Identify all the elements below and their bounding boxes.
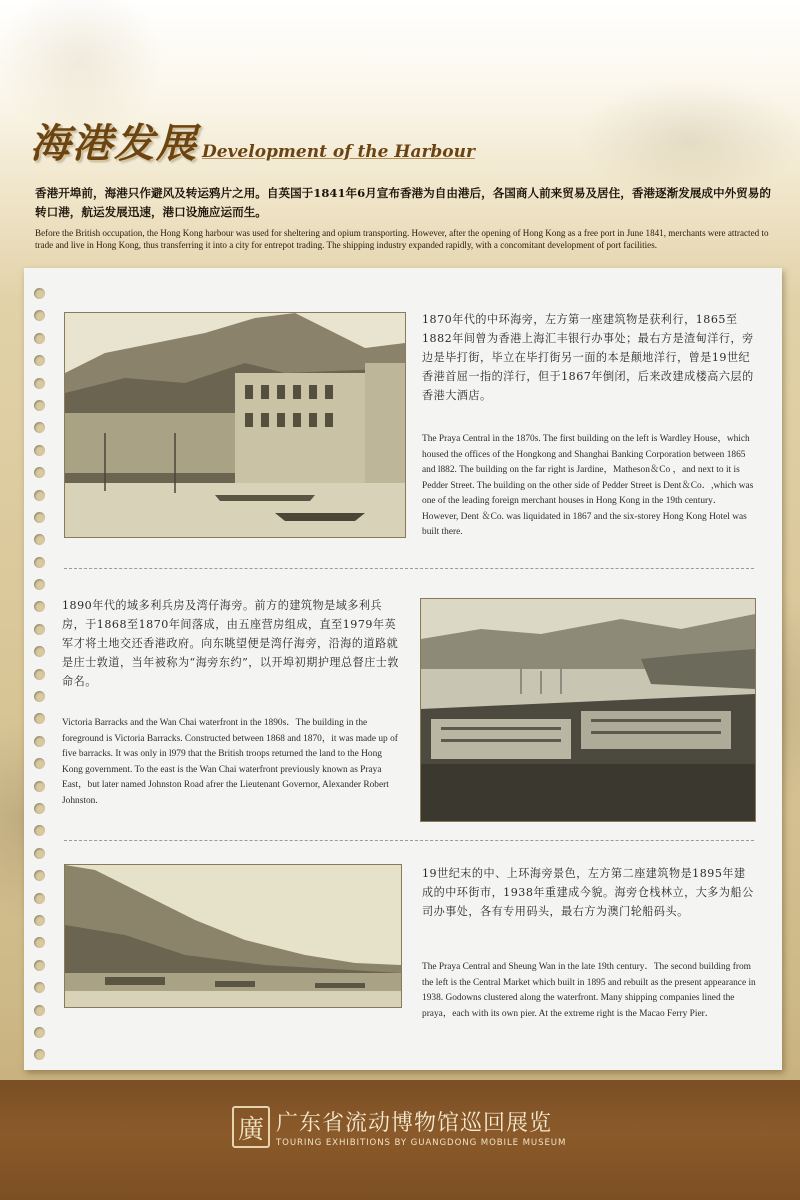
section-2-chinese: 1890年代的域多利兵房及湾仔海旁。前方的建筑物是域多利兵房，于1868至1870年间落成，由五座营房组成，直至1979年英军才将土地交还香港政府。向东眺望便是湾仔海旁，沿海的道路就是庄士敦道，当年被称为“海旁东约”，以开埠初期护理总督庄士敦命名。 [62,599,399,688]
section-3-english: The Praya Central and Sheung Wan in the late 19th century．The second building from the left is the Central Market which built in 1895 and rebuilt as the present appearance in 1938. Godowns clustered along the waterfront. Many shipping companies lined the praya，each with its own pier. At the extreme right is the Macao Ferry Pier． [422,962,756,1019]
page-title: 海港发展 [30,120,198,167]
footer-subtitle: TOURING EXHIBITIONS BY GUANGDONG MOBILE MUSEUM [276,1138,567,1148]
photo-sheung-wan-late-19th-century [64,864,402,1008]
footer-title: 广东省流动博物馆巡回展览 [276,1111,553,1136]
museum-logo: 廣 [232,1106,270,1148]
divider [64,840,754,841]
section-3-chinese: 19世纪末的中、上环海旁景色，左方第二座建筑物是1895年建成的中环街市，1938年重建成今貌。海旁仓栈林立，大多为船公司办事处，各有专用码头，最右方为澳门轮船码头。 [422,867,754,918]
divider [64,568,754,569]
photo-victoria-barracks-1890s [420,598,756,822]
footer [0,1080,800,1200]
intro-english: Before the British occupation, the Hong Kong harbour was used for sheltering and opium transporting. However, after the opening of Hong Kong as a free port in June 1841, merchants were attracted to trade and live in Hong Kong, thus transferring it into a city for entrepot trading. The shipping industry expanded rapidly, with a concomitant development of port facilities. [35,228,769,250]
section-1-english: The Praya Central in the 1870s. The first building on the left is Wardley House，which housed the offices of the Hongkong and Shanghai Banking Corporation between 1865 and l882. The building on the far right is Jardine，Matheson＆Co ，and next to it is Pedder Street. The building on the other side of Pedder Street is Dent＆Co．,which was one of the leading foreign merchant houses in Hong Kong in the 19th century．However, Dent ＆Co. was liquidated in 1867 and the six-storey Hong Kong Hotel was built there. [422,434,754,537]
section-header [30,122,780,166]
section-1-chinese: 1870年代的中环海旁，左方第一座建筑物是获利行，1865至1882年间曾为香港上海汇丰银行办事处；最右方是渣甸洋行，旁边是毕打街，毕立在毕打街另一面的本是颠地洋行，曾是19世纪香港首屈一指的洋行，但于1867年倒闭，后来改建成楼高六层的香港大酒店。 [422,313,754,402]
notebook-page [24,268,782,1070]
binder-holes [34,288,50,1072]
section-2-english: Victoria Barracks and the Wan Chai waterfront in the 1890s．The building in the foreground is Victoria Barracks. Constructed between 1868 and 1870，it was made up of five barracks. It was only in l979 that the British troops returned the land to the Hong Kong government. To the east is the Wan Chai waterfront previously known as Praya East，but later named Johnston Road afrer the Lieutenant Governor, Alexander Robert Johnston. [62,718,398,806]
page-title-english: Development of the Harbour [202,142,475,162]
photo-praya-central-1870s [64,312,406,538]
intro-chinese: 香港开埠前，海港只作避风及转运鸦片之用。自英国于1841年6月宣布香港为自由港后，各国商人前来贸易及居住，香港逐渐发展成中外贸易的转口港，航运发展迅速，港口设施应运而生。 [35,186,771,219]
